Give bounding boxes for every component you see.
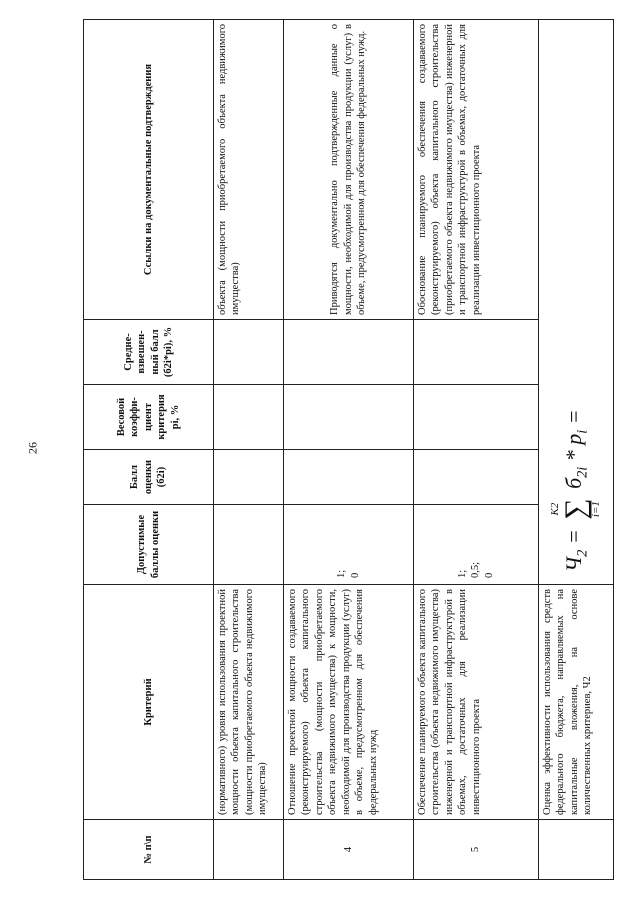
cell-allowed-scores: 1; 0 [284,505,414,585]
cell-criterion: Обеспечение планируемого объекта капитального строительства (объекта недвижимого имущества) инженерной и транспортной инфраструктурой в объемах, достаточных для реализации инвестиционного проекта [414,585,539,820]
page-number: 26 [25,442,40,454]
table-row [414,20,539,880]
cell-score [284,450,414,505]
cell-num [539,820,614,880]
header-criterion: Критерий [84,585,214,820]
cell-weighted [214,320,284,385]
cell-allowed-scores [214,505,284,585]
cell-allowed-scores: 1; 0,5; 0 [414,505,539,585]
cell-refs: объекта (мощности приобретаемого объекта недвижимого имущества) [214,20,284,320]
header-weighted: Средне-взвешен-ный балл (б2i*pi), % [84,320,214,385]
formula-lhs-sub: 2 [574,549,591,557]
table-header-row [84,20,214,880]
header-weight: Весовой коэффи-циент критерия pi, % [84,385,214,450]
header-score: Балл оценки (б2i) [84,450,214,505]
cell-refs: Обоснование планируемого обеспечения создаваемого (реконструируемого) объекта капитального строительства (приобретаемого объекта недвижимого имущества) инженерной и транспортной инфраструктурой в объемах, достаточных для реализации инвестиционного проекта [414,20,539,320]
header-num: № п\п [84,820,214,880]
cell-weight [214,385,284,450]
formula-sum [550,498,602,519]
formula-cell [539,20,614,585]
formula-lhs: Ч [561,556,587,572]
header-refs: Ссылки на документальные подтверждения [84,20,214,320]
table-row [539,20,614,880]
cell-criterion: (нормативного) уровня использования проектной мощности объекта капитального строительства (мощности приобретаемого объекта недвижимого имущества) [214,585,284,820]
rotated-table-container [83,20,602,880]
sigma-icon: ∑ [559,498,592,520]
cell-weighted [414,320,539,385]
table-row [214,20,284,880]
formula-mul: * [561,450,587,462]
cell-score [414,450,539,505]
formula-lower: i=1 [590,501,602,518]
cell-criterion: Отношение проектной мощности создаваемого (реконструируемого) объекта капитального строительства (мощности приобретаемого объекта недвижимого имущества) к мощности, необходимой для производства продукции (услуг) в объеме, предусмотренном для обеспечения федеральных нужд [284,585,414,820]
cell-score [214,450,284,505]
formula-tail: = [561,409,587,425]
cell-weighted [284,320,414,385]
cell-num: 4 [284,820,414,880]
cell-criterion: Оценка эффективности использования средств федерального бюджета, направляемых на капитальные вложения, на основе количественных критериев, Ч2 [539,585,614,820]
cell-refs: Приводятся документально подтвержденные данные о мощности, необходимой для производства продукции (услуг) в объеме, предусмотренном для обеспечения федеральных нужд. [284,20,414,320]
header-allowed-scores: Допустимые баллы оценки [84,505,214,585]
formula-term-sub: 2i [574,466,591,478]
formula-eq: = [561,529,587,545]
cell-weight [414,385,539,450]
table-row [284,20,414,880]
cell-weight [284,385,414,450]
formula-term: б [561,477,587,489]
formula-p: p [561,433,587,445]
criteria-table [83,19,614,880]
formula-upper: K2 [549,502,561,516]
formula-p-sub: i [574,429,591,434]
cell-num: 5 [414,820,539,880]
cell-num [214,820,284,880]
